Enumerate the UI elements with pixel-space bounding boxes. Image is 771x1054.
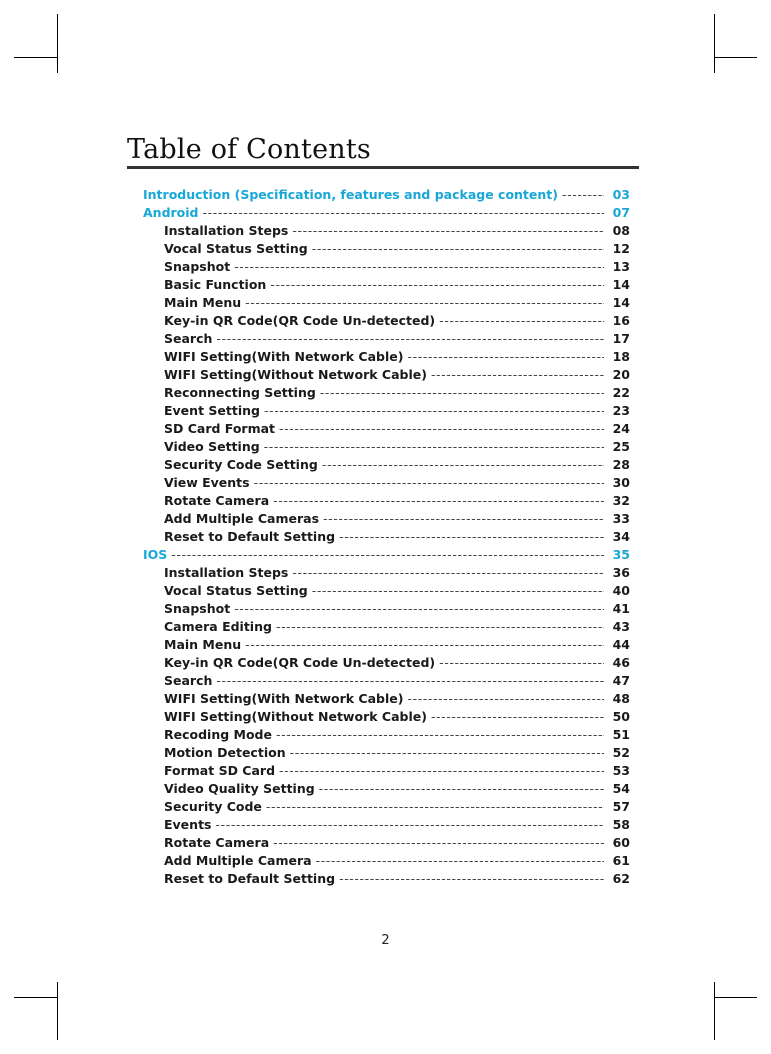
toc-entry-label: Basic Function xyxy=(164,277,267,292)
toc-page-number: 33 xyxy=(612,511,630,526)
toc-page-number: 35 xyxy=(612,547,630,562)
toc-page-number: 24 xyxy=(612,421,630,436)
toc-entry[interactable] xyxy=(143,331,630,349)
dot-leader xyxy=(254,475,604,490)
toc-entry-label: Vocal Status Setting xyxy=(164,583,308,598)
toc-page-number: 41 xyxy=(612,601,630,616)
dot-leader xyxy=(407,691,604,706)
toc-entry-label: Vocal Status Setting xyxy=(164,241,308,256)
toc-entry-label: Add Multiple Cameras xyxy=(164,511,320,526)
toc-entry[interactable] xyxy=(143,313,630,331)
toc-entry-label: Camera Editing xyxy=(164,619,272,634)
toc-page-number: 14 xyxy=(612,295,630,310)
toc-entry[interactable] xyxy=(143,817,630,835)
toc-page-number: 53 xyxy=(612,763,630,778)
toc-page-number: 54 xyxy=(612,781,630,796)
toc-entry[interactable] xyxy=(143,619,630,637)
toc-entry[interactable] xyxy=(143,745,630,763)
toc-entry-label: Main Menu xyxy=(164,295,242,310)
toc-entry-label: Events xyxy=(164,817,212,832)
toc-entry-label: Security Code xyxy=(164,799,262,814)
toc-entry[interactable] xyxy=(143,457,630,475)
crop-mark xyxy=(14,997,57,998)
dot-leader xyxy=(234,601,604,616)
toc-entry[interactable] xyxy=(143,421,630,439)
toc-entry-label: Motion Detection xyxy=(164,745,286,760)
toc-page-number: 25 xyxy=(612,439,630,454)
toc-entry-label: Key-in QR Code(QR Code Un-detected) xyxy=(164,655,436,670)
dot-leader xyxy=(562,187,604,202)
toc-page-number: 20 xyxy=(612,367,630,382)
toc-entry-label: Installation Steps xyxy=(164,223,289,238)
toc-entry[interactable] xyxy=(143,367,630,385)
toc-section[interactable] xyxy=(143,205,630,223)
dot-leader xyxy=(279,763,604,778)
dot-leader xyxy=(266,799,604,814)
dot-leader xyxy=(276,619,604,634)
toc-entry-label: IOS xyxy=(143,547,168,562)
toc-entry-label: Key-in QR Code(QR Code Un-detected) xyxy=(164,313,436,328)
dot-leader xyxy=(245,295,604,310)
toc-entry[interactable] xyxy=(143,853,630,871)
toc-entry[interactable] xyxy=(143,241,630,259)
toc-entry-label: Snapshot xyxy=(164,259,231,274)
dot-leader xyxy=(292,565,604,580)
toc-entry[interactable] xyxy=(143,835,630,853)
toc-page-number: 50 xyxy=(612,709,630,724)
toc-entry[interactable] xyxy=(143,349,630,367)
toc-page-number: 32 xyxy=(612,493,630,508)
toc-entry-label: Reconnecting Setting xyxy=(164,385,316,400)
dot-leader xyxy=(439,313,604,328)
dot-leader xyxy=(171,547,604,562)
dot-leader xyxy=(319,781,604,796)
toc-entry-label: SD Card Format xyxy=(164,421,276,436)
dot-leader xyxy=(312,241,604,256)
toc-entry[interactable] xyxy=(143,727,630,745)
toc-page-number: 18 xyxy=(612,349,630,364)
dot-leader xyxy=(273,835,604,850)
toc-entry-label: WIFI Setting(With Network Cable) xyxy=(164,691,404,706)
crop-mark xyxy=(714,982,715,1040)
toc-entry-label: Security Code Setting xyxy=(164,457,318,472)
dot-leader xyxy=(264,403,604,418)
dot-leader xyxy=(264,439,604,454)
title-rule xyxy=(127,166,639,169)
dot-leader xyxy=(279,421,604,436)
toc-entry[interactable] xyxy=(143,223,630,241)
page-number: 2 xyxy=(381,933,390,948)
toc-entry[interactable] xyxy=(143,691,630,709)
toc-entry-label: Installation Steps xyxy=(164,565,289,580)
toc-page-number: 13 xyxy=(612,259,630,274)
toc-section[interactable] xyxy=(143,187,630,205)
toc-entry[interactable] xyxy=(143,871,630,889)
toc-entry[interactable] xyxy=(143,403,630,421)
dot-leader xyxy=(323,511,604,526)
toc-entry[interactable] xyxy=(143,781,630,799)
toc-entry-label: Reset to Default Setting xyxy=(164,871,336,886)
toc-page-number: 14 xyxy=(612,277,630,292)
crop-mark xyxy=(714,997,757,998)
toc-entry[interactable] xyxy=(143,763,630,781)
dot-leader xyxy=(316,853,604,868)
toc-entry-label: WIFI Setting(Without Network Cable) xyxy=(164,709,427,724)
toc-page-number: 22 xyxy=(612,385,630,400)
toc-entry[interactable] xyxy=(143,259,630,277)
toc-entry[interactable] xyxy=(143,583,630,601)
toc-page-number: 52 xyxy=(612,745,630,760)
dot-leader xyxy=(216,673,604,688)
toc-entry-label: View Events xyxy=(164,475,250,490)
toc-page-number: 46 xyxy=(612,655,630,670)
toc-page-number: 47 xyxy=(612,673,630,688)
toc-entry[interactable] xyxy=(143,277,630,295)
dot-leader xyxy=(270,277,604,292)
crop-mark xyxy=(714,14,715,73)
toc-page-number: 40 xyxy=(612,583,630,598)
toc-page-number: 57 xyxy=(612,799,630,814)
toc-page-number: 51 xyxy=(612,727,630,742)
toc-entry-label: Search xyxy=(164,331,213,346)
toc-page-number: 61 xyxy=(612,853,630,868)
crop-mark xyxy=(714,57,757,58)
toc-entry[interactable] xyxy=(143,565,630,583)
toc-entry-label: Reset to Default Setting xyxy=(164,529,336,544)
dot-leader xyxy=(320,385,604,400)
toc-entry-label: Snapshot xyxy=(164,601,231,616)
toc-entry-label: Rotate Camera xyxy=(164,835,270,850)
toc-page-number: 44 xyxy=(612,637,630,652)
toc-page-number: 62 xyxy=(612,871,630,886)
toc-list xyxy=(143,187,630,889)
toc-entry[interactable] xyxy=(143,529,630,547)
crop-mark xyxy=(14,57,57,58)
toc-section[interactable] xyxy=(143,547,630,565)
toc-entry[interactable] xyxy=(143,601,630,619)
toc-section-detail: (Specification, features and package content) xyxy=(230,187,558,202)
dot-leader xyxy=(215,817,604,832)
dot-leader xyxy=(431,709,604,724)
toc-page-number: 30 xyxy=(612,475,630,490)
page-title: Table of Contents xyxy=(127,134,371,165)
toc-entry[interactable] xyxy=(143,709,630,727)
dot-leader xyxy=(203,205,604,220)
dot-leader xyxy=(431,367,604,382)
dot-leader xyxy=(245,637,604,652)
dot-leader xyxy=(216,331,604,346)
toc-entry[interactable] xyxy=(143,799,630,817)
toc-page-number: 28 xyxy=(612,457,630,472)
dot-leader xyxy=(339,871,604,886)
toc-section-name: Introduction xyxy=(143,187,231,202)
toc-entry-label: Search xyxy=(164,673,213,688)
toc-page-number: 08 xyxy=(612,223,630,238)
toc-entry[interactable] xyxy=(143,655,630,673)
toc-entry[interactable] xyxy=(143,475,630,493)
toc-entry-label: Add Multiple Camera xyxy=(164,853,312,868)
dot-leader xyxy=(322,457,604,472)
dot-leader xyxy=(290,745,604,760)
dot-leader xyxy=(276,727,604,742)
toc-entry-label: Recoding Mode xyxy=(164,727,272,742)
toc-entry[interactable] xyxy=(143,385,630,403)
dot-leader xyxy=(292,223,604,238)
toc-entry-label: WIFI Setting(Without Network Cable) xyxy=(164,367,427,382)
toc-entry-label: Video Quality Setting xyxy=(164,781,315,796)
dot-leader xyxy=(439,655,604,670)
toc-entry[interactable] xyxy=(143,439,630,457)
toc-entry-label: Event Setting xyxy=(164,403,260,418)
toc-page-number: 48 xyxy=(612,691,630,706)
toc-page-number: 58 xyxy=(612,817,630,832)
toc-page-number: 23 xyxy=(612,403,630,418)
toc-entry-label: Android xyxy=(143,205,199,220)
toc-page-number: 03 xyxy=(612,187,630,202)
toc-page-number: 60 xyxy=(612,835,630,850)
dot-leader xyxy=(407,349,604,364)
toc-entry-label: Video Setting xyxy=(164,439,260,454)
toc-page-number: 07 xyxy=(612,205,630,220)
toc-entry-label: Main Menu xyxy=(164,637,242,652)
toc-entry[interactable] xyxy=(143,493,630,511)
toc-entry[interactable] xyxy=(143,637,630,655)
toc-page-number: 17 xyxy=(612,331,630,346)
toc-page-number: 16 xyxy=(612,313,630,328)
dot-leader xyxy=(339,529,604,544)
toc-entry-label: Rotate Camera xyxy=(164,493,270,508)
crop-mark xyxy=(57,982,58,1040)
toc-entry-label xyxy=(143,187,558,202)
toc-entry-label: Format SD Card xyxy=(164,763,276,778)
dot-leader xyxy=(273,493,604,508)
toc-page-number: 43 xyxy=(612,619,630,634)
crop-mark xyxy=(57,14,58,73)
toc-page-number: 34 xyxy=(612,529,630,544)
toc-entry-label: WIFI Setting(With Network Cable) xyxy=(164,349,404,364)
dot-leader xyxy=(312,583,604,598)
toc-entry[interactable] xyxy=(143,673,630,691)
toc-entry[interactable] xyxy=(143,295,630,313)
toc-entry[interactable] xyxy=(143,511,630,529)
toc-page-number: 36 xyxy=(612,565,630,580)
dot-leader xyxy=(234,259,604,274)
toc-page-number: 12 xyxy=(612,241,630,256)
